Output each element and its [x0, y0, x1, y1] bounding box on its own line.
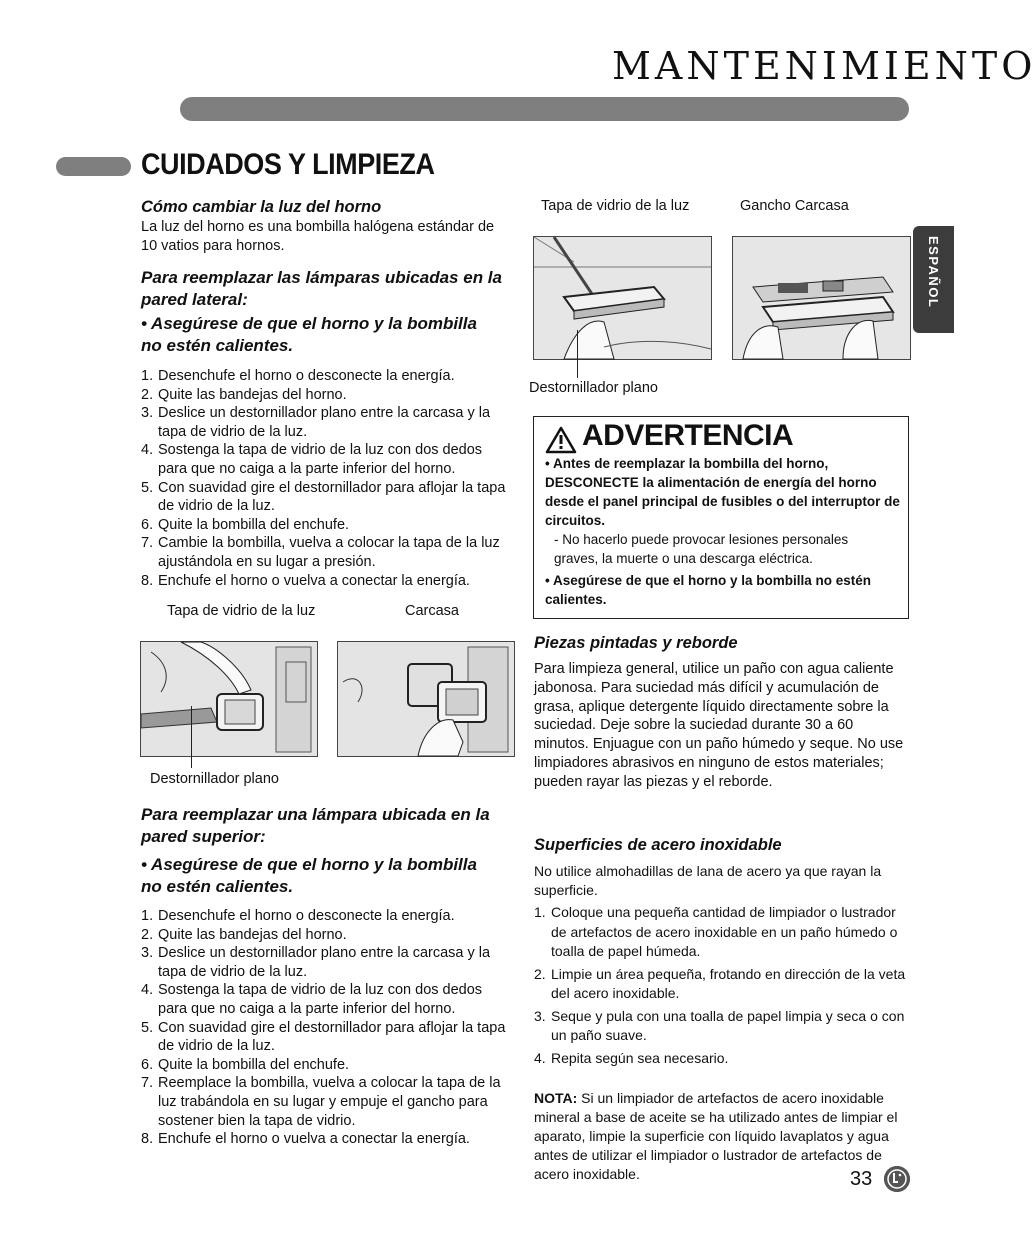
caption-housing: Carcasa	[405, 603, 459, 619]
list-item: 1. Desenchufe el horno o desconecte la energía.	[141, 368, 455, 384]
note-label: NOTA:	[534, 1090, 578, 1106]
side-wall-heading: Para reemplazar las lámparas ubicadas en la pared lateral:	[141, 268, 502, 309]
stainless-heading: Superficies de acero inoxidable	[534, 836, 782, 854]
sub-heading-change-light: Cómo cambiar la luz del horno	[141, 198, 382, 216]
section-bar	[56, 157, 131, 176]
list-item: 2. Quite las bandejas del horno.	[141, 386, 347, 403]
list-item: 8. Enchufe el horno o vuelva a conectar la energía.	[141, 1131, 470, 1148]
warning-icon	[546, 427, 576, 453]
top-wall-heading: Para reemplazar una lámpara ubicada en la pared superior:	[141, 805, 490, 846]
top-wall-bullet: • Asegúrese de que el horno y la bombilla no estén calientes.	[141, 855, 477, 896]
list-item: 2. Limpie un área pequeña, frotando en dirección de la veta del acero inoxidable.	[534, 965, 906, 1001]
list-item: 3. Deslice un destornillador plano entre la carcasa y la tapa de vidrio de la luz.	[141, 405, 491, 440]
figure-top-lamp-2	[732, 236, 911, 360]
warning-title: ADVERTENCIA	[582, 419, 794, 452]
leader-line	[191, 706, 192, 768]
leader-line	[577, 330, 578, 378]
caption-glass-cover-top: Tapa de vidrio de la luz	[541, 198, 690, 214]
caption-glass-cover: Tapa de vidrio de la luz	[167, 603, 316, 619]
section-title: CUIDADOS Y LIMPIEZA	[141, 148, 435, 181]
caption-screwdriver: Destornillador plano	[150, 771, 279, 787]
page-title: MANTENIMIENTO	[612, 44, 1036, 88]
stainless-intro: No utilice almohadillas de lana de acero ya que rayan la superficie.	[534, 863, 882, 898]
painted-parts-text: Para limpieza general, utilice un paño con agua caliente jabonosa. Para suciedad más difícil y acumulación de grasa, aplique detergente líquido directamente sobre la suciedad. Deje sobre la suciedad durante 30 a 60 minutos. Enjuague con un paño húmedo y seque. No use limpiadores abrasivos en ninguno de estos materiales; pueden rayar las piezas y el reborde.	[534, 661, 904, 790]
warning-sub-note: - No hacerlo puede provocar lesiones personales graves, la muerte o una descarga eléctrica.	[554, 532, 849, 566]
list-item: 7. Reemplace la bombilla, vuelva a colocar la tapa de la luz trabándola en su lugar y empuje el gancho para sostener bien la tapa de vidrio.	[141, 1075, 501, 1129]
list-item: 5. Con suavidad gire el destornillador para aflojar la tapa de vidrio de la luz.	[141, 479, 506, 515]
list-item: 3. Deslice un destornillador plano entre la carcasa y la tapa de vidrio de la luz.	[141, 945, 491, 980]
warning-bullet-1: • Antes de reemplazar la bombilla del horno, DESCONECTE la alimentación de energía del horno desde el panel principal de fusibles o del interruptor de circuitos.	[545, 456, 900, 528]
caption-hook-housing: Gancho Carcasa	[740, 198, 849, 214]
list-item: 4. Sostenga la tapa de vidrio de la luz con dos dedos para que no caiga a la parte inferior del horno.	[141, 442, 483, 477]
intro-text: La luz del horno es una bombilla halógena estándar de 10 vatios para hornos.	[141, 219, 495, 254]
list-item: 6. Quite la bombilla del enchufe.	[141, 516, 350, 533]
top-wall-steps	[141, 907, 511, 1149]
list-item: 4. Sostenga la tapa de vidrio de la luz con dos dedos para que no caiga a la parte inferior del horno.	[141, 982, 483, 1017]
list-item: 1. Coloque una pequeña cantidad de limpiador o lustrador de artefactos de acero inoxidable en un paño húmedo o toalla de papel húmeda.	[534, 904, 898, 959]
side-wall-bullet: • Asegúrese de que el horno y la bombilla no estén calientes.	[141, 314, 477, 355]
warning-box	[533, 416, 909, 619]
list-item: 6. Quite la bombilla del enchufe.	[141, 1056, 350, 1073]
list-item: 4. Repita según sea necesario.	[534, 1049, 729, 1066]
side-wall-steps	[141, 367, 511, 590]
list-item: 8. Enchufe el horno o vuelva a conectar la energía.	[141, 572, 470, 589]
brand-logo	[884, 1166, 910, 1192]
figure-top-lamp-1	[533, 236, 712, 360]
painted-parts-heading: Piezas pintadas y reborde	[534, 634, 738, 652]
header-bar	[180, 97, 909, 121]
list-item: 7. Cambie la bombilla, vuelva a colocar la tapa de la luz ajustándola en su lugar a presión.	[141, 535, 500, 570]
stainless-steps	[534, 903, 908, 1068]
page-number: 33	[850, 1168, 873, 1190]
note-text: Si un limpiador de artefactos de acero inoxidable mineral a base de aceite se ha utilizado antes de limpiar el aparato, limpie la superficie con líquido lavaplatos y agua antes de utilizar el limpiador o lustrador de artefactos de acero inoxidable.	[534, 1090, 898, 1182]
figure-side-lamp-2	[337, 641, 515, 757]
list-item: 2. Quite las bandejas del horno.	[141, 926, 347, 943]
warning-bullet-2: • Asegúrese de que el horno y la bombilla no estén calientes.	[545, 573, 872, 607]
list-item: 3. Seque y pula con una toalla de papel limpia y seca o con un paño suave.	[534, 1007, 905, 1043]
figure-side-lamp-1	[140, 641, 318, 757]
list-item: 5. Con suavidad gire el destornillador para aflojar la tapa de vidrio de la luz.	[141, 1019, 506, 1055]
list-item: 1. Desenchufe el horno o desconecte la energía.	[141, 908, 455, 924]
language-tab[interactable]	[913, 226, 954, 333]
language-tab-label: ESPAÑOL	[926, 236, 941, 309]
caption-screwdriver-top: Destornillador plano	[529, 380, 658, 396]
